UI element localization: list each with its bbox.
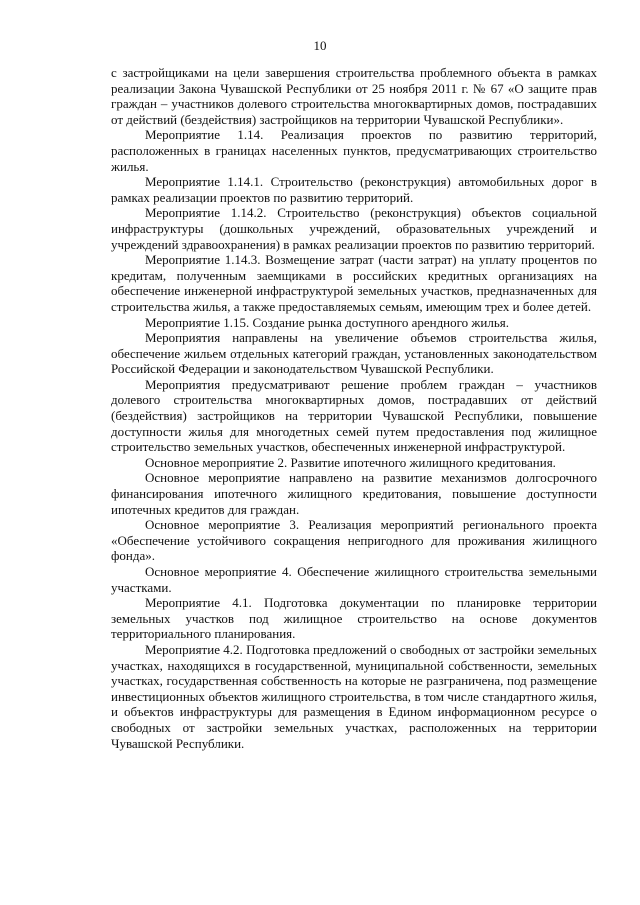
paragraph-main-measure-4: Основное мероприятие 4. Обеспечение жилищного строительства земельными участками. [111,564,597,595]
paragraph-measure-4-2: Мероприятие 4.2. Подготовка предложений о свободных от застройки земельных участках, находящихся в государственной, муниципальной собственности, земельных участках, государственная собственность на которые не разграничена, под размещение инвестиционных объектов жилищного строительства, в том числе стандартного жилья, и объектов инфраструктуры для размещения в Едином информационном ресурсе о свободных от застройки земельных участках, расположенных на территории Чувашской Республики. [111,641,597,751]
paragraph-measure-4-1: Мероприятие 4.1. Подготовка документации по планировке территории земельных участков под жилищное строительство на основе документов территориального планирования. [111,595,597,642]
paragraph-measure-1-14: Мероприятие 1.14. Реализация проектов по развитию территорий, расположенных в границах населенных пунктов, предусматривающих строительство жилья. [111,127,597,174]
paragraph-main-measure-2-aim: Основное мероприятие направлено на развитие механизмов долгосрочного финансирования ипотечного жилищного кредитования, повышение доступности ипотечных кредитов для граждан. [111,470,597,517]
page-body [111,65,597,751]
paragraph-main-measure-3: Основное мероприятие 3. Реализация мероприятий регионального проекта «Обеспечение устойчивого сокращения непригодного для проживания жилищного фонда». [111,517,597,564]
paragraph-measure-1-14-2: Мероприятие 1.14.2. Строительство (реконструкция) объектов социальной инфраструктуры (дошкольных учреждений, образовательных учреждений и учреждений здравоохранения) в рамках реализации проектов по развитию территорий. [111,205,597,252]
paragraph-measure-1-14-3: Мероприятие 1.14.3. Возмещение затрат (части затрат) на уплату процентов по кредитам, полученным заемщиками в российских кредитных организациях на обеспечение инженерной инфраструктурой земельных участков, предназначенных для строительства жилья, а также предоставляемых семьям, имеющим трех и более детей. [111,252,597,314]
paragraph-measure-1-14-1: Мероприятие 1.14.1. Строительство (реконструкция) автомобильных дорог в рамках реализации проектов по развитию территорий. [111,174,597,205]
paragraph-main-measure-2: Основное мероприятие 2. Развитие ипотечного жилищного кредитования. [145,454,556,470]
paragraph-measures-provide: Мероприятия предусматривают решение проблем граждан – участников долевого строительства многоквартирных домов, пострадавших от действий (бездействия) застройщиков на территории Чувашской Республики, повышение доступности жилья для многодетных семей путем предоставления под жилищное строительство земельных участков, обеспеченных инженерной инфраструктурой. [111,376,597,455]
page-number: 10 [313,38,327,53]
paragraph-measures-aim: Мероприятия направлены на увеличение объемов строительства жилья, обеспечение жильем отдельных категорий граждан, установленных законодательством Российской Федерации и законодательством Чувашской Республики. [111,330,597,377]
paragraph-measure-1-15: Мероприятие 1.15. Создание рынка доступного арендного жилья. [145,314,509,330]
paragraph-continuation: с застройщиками на цели завершения строительства проблемного объекта в рамках реализации Закона Чувашской Республики от 25 ноября 2011 г. № 67 «О защите прав граждан – участников долевого строительства многоквартирных домов, пострадавших от действий (бездействия) застройщиков на территории Чувашской Республики». [111,65,597,127]
